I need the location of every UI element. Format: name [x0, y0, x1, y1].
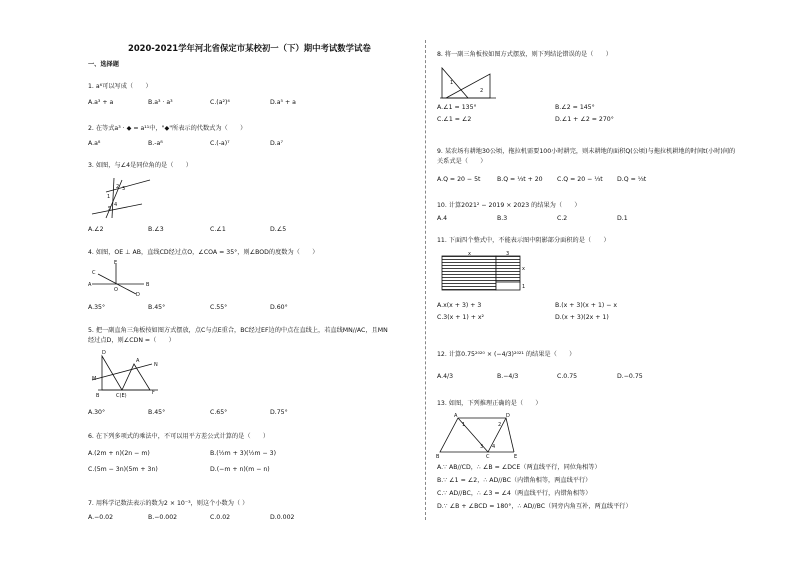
q13-label: 2 [498, 422, 502, 428]
q11-option-b: B.(x + 3)(x + 1) − x [555, 302, 618, 309]
q13-option-c: C.∵ AD//BC，∴ ∠3 = ∠4（两直线平行，内错角相等） [437, 490, 592, 497]
q2-stem: 2. 在等式a³ · ◆ = a¹¹中，"◆"所表示的代数式为（ ） [88, 125, 247, 132]
q3-label: 2 [116, 184, 120, 190]
q4-option-a: A.35° [88, 304, 106, 311]
q4-option-d: D.60° [270, 304, 288, 311]
q13-label: 4 [492, 444, 496, 450]
q3-option-b: B.∠3 [148, 226, 164, 233]
q6-option-c: C.(5m − 3n)(5m + 3n) [88, 466, 158, 473]
q2-option-b: B.-a⁸ [148, 140, 163, 147]
q5-label: C(E) [116, 393, 127, 399]
q4-option-b: B.45° [148, 304, 166, 311]
q4-figure [88, 260, 152, 298]
q8-option-d: D.∠1 + ∠2 = 270° [555, 116, 614, 123]
q9-option-c: C.Q = 20 − ⅓t [557, 176, 603, 183]
q5-label: F [152, 390, 155, 396]
q1-option-a: A.a³ + a [88, 99, 114, 106]
q11-option-a: A.x(x + 3) + 3 [437, 302, 482, 309]
q1-option-b: B.a³ · a³ [148, 99, 173, 106]
q4-label: E [114, 260, 118, 266]
q10-stem: 10. 计算2021² − 2019 × 2023 的结果为（ ） [437, 202, 581, 209]
q13-option-a: A.∵ AB//CD，∴ ∠B = ∠DCE（两直线平行，同位角相等） [437, 464, 601, 471]
q3-stem: 3. 如图，与∠4是同位角的是（ ） [88, 162, 192, 169]
q4-label: A [88, 282, 92, 288]
q4-stem: 4. 如图，OE ⊥ AB，直线CD经过点O，∠COA = 35°，则∠BOD的度数为（ ） [88, 249, 319, 256]
q11-label: x [468, 251, 471, 257]
q5-option-c: C.65° [210, 409, 228, 416]
q8-label: 2 [480, 88, 484, 94]
q4-label: C [92, 270, 96, 276]
q5-label: B [96, 393, 100, 399]
q5-option-d: D.75° [270, 409, 288, 416]
q5-label: M [92, 376, 97, 382]
q12-stem: 12. 计算0.75²⁰²⁰ × (−4/3)²⁰²¹ 的结果是（ ） [437, 351, 576, 358]
q9-option-d: D.Q = ⅓t [617, 176, 647, 183]
q13-option-b: B.∵ ∠1 = ∠2，∴ AD//BC（内错角相等，两直线平行） [437, 477, 592, 484]
q3-option-d: D.∠5 [270, 226, 287, 233]
q9-option-b: B.Q = ⅓t + 20 [497, 176, 543, 183]
q4-label: D [136, 292, 140, 298]
q4-label: B [146, 282, 150, 288]
q12-option-d: D.−0.75 [617, 373, 643, 380]
q13-label: D [506, 413, 510, 419]
q13-option-d: D.∵ ∠B + ∠BCD = 180°，∴ AD//BC（同旁内角互补，两直线平行） [437, 503, 632, 510]
section-heading: 一、选择题 [88, 61, 119, 68]
q13-label: E [514, 454, 518, 460]
q10-option-a: A.4 [437, 215, 448, 222]
q11-stem: 11. 下面四个整式中，不能表示图中阴影部分面积的是（ ） [437, 237, 610, 244]
q2-option-a: A.a⁸ [88, 140, 101, 147]
q8-figure [440, 64, 500, 100]
q5-stem-line1: 5. 把一副直角三角板按如图方式摆放，点C与点E重合，BC经过EF边的中点在直线上，若直线MN//AC，且MN [88, 327, 388, 334]
q11-option-c: C.3(x + 1) + x² [437, 314, 485, 321]
q11-label: 3 [506, 251, 510, 257]
q13-label: A [454, 413, 458, 419]
q11-label: x [522, 266, 525, 272]
q11-label: 1 [522, 284, 526, 290]
q11-figure [440, 252, 530, 296]
q7-option-c: C.0.02 [210, 514, 231, 521]
q11-option-d: D.(x + 3)(2x + 1) [555, 314, 609, 321]
q13-label: C [486, 454, 490, 460]
q1-stem: 1. a⁶可以写成（ ） [88, 83, 152, 90]
q6-option-b: B.(½m + 3)(½m − 3) [210, 450, 277, 457]
column-divider [425, 40, 426, 520]
q2-option-d: D.a⁷ [270, 140, 284, 147]
q7-option-b: B.−0.002 [148, 514, 178, 521]
q7-option-a: A.−0.02 [88, 514, 114, 521]
q12-option-b: B.−4/3 [497, 373, 519, 380]
q4-label: O [114, 287, 118, 293]
q5-label: D [102, 350, 106, 356]
q13-label: 3 [480, 444, 484, 450]
q6-option-a: A.(2m + n)(2n − m) [88, 450, 150, 457]
q1-option-d: D.a⁵ + a [270, 99, 296, 106]
q10-option-b: B.3 [497, 215, 508, 222]
q5-option-b: B.45° [148, 409, 166, 416]
q3-option-a: A.∠2 [88, 226, 104, 233]
q8-stem: 8. 将一副三角板按如图方式摆放，则下列结论错误的是（ ） [437, 51, 612, 58]
q6-stem: 6. 在下列多项式的乘法中，不可以用平方差公式计算的是（ ） [88, 433, 270, 440]
q5-label: A [136, 358, 140, 364]
q13-figure [436, 413, 520, 460]
q12-option-c: C.0.75 [557, 373, 578, 380]
q3-option-c: C.∠1 [210, 226, 226, 233]
q2-option-c: C.(-a)⁷ [210, 140, 230, 147]
q13-label: B [436, 454, 440, 460]
q3-label: 5 [108, 206, 112, 212]
q10-option-d: D.1 [617, 215, 628, 222]
q8-option-c: C.∠1 = ∠2 [437, 116, 472, 123]
q3-label: 1 [107, 194, 111, 200]
q3-label: 3 [122, 186, 126, 192]
q7-option-d: D.0.002 [270, 514, 295, 521]
q5-label: N [154, 362, 158, 368]
q8-option-a: A.∠1 = 135° [437, 104, 477, 111]
q3-figure [92, 176, 152, 220]
page-title: 2020-2021学年河北省保定市某校初一（下）期中考试数学试卷 [128, 43, 371, 53]
q5-figure [92, 350, 162, 400]
q6-option-d: D.(−m + n)(m − n) [210, 466, 270, 473]
q8-label: 1 [450, 80, 454, 86]
q13-label: 1 [462, 422, 466, 428]
q13-stem: 13. 如图，下列推理正确的是（ ） [437, 400, 542, 407]
q5-option-a: A.30° [88, 409, 106, 416]
q12-option-a: A.4/3 [437, 373, 454, 380]
q9-stem-line2: 关系式是（ ） [437, 158, 487, 165]
q9-option-a: A.Q = 20 − 5t [437, 176, 481, 183]
q8-option-b: B.∠2 = 145° [555, 104, 595, 111]
q1-option-c: C.(a²)⁴ [210, 99, 230, 106]
q10-option-c: C.2 [557, 215, 568, 222]
q7-stem: 7. 用科学记数法表示的数为2 × 10⁻³，则这个小数为（ ） [88, 500, 249, 507]
q3-label: 4 [114, 202, 118, 208]
q9-stem-line1: 9. 某农场有耕地30公顷，拖拉机需要100小时耕完，则未耕地的面积Q(公顷)与拖拉机耕地的时间t(小时)间的 [437, 148, 736, 155]
q5-stem-line2: 经过点D，则∠CDN =（ ） [88, 337, 175, 344]
q4-option-c: C.55° [210, 304, 228, 311]
